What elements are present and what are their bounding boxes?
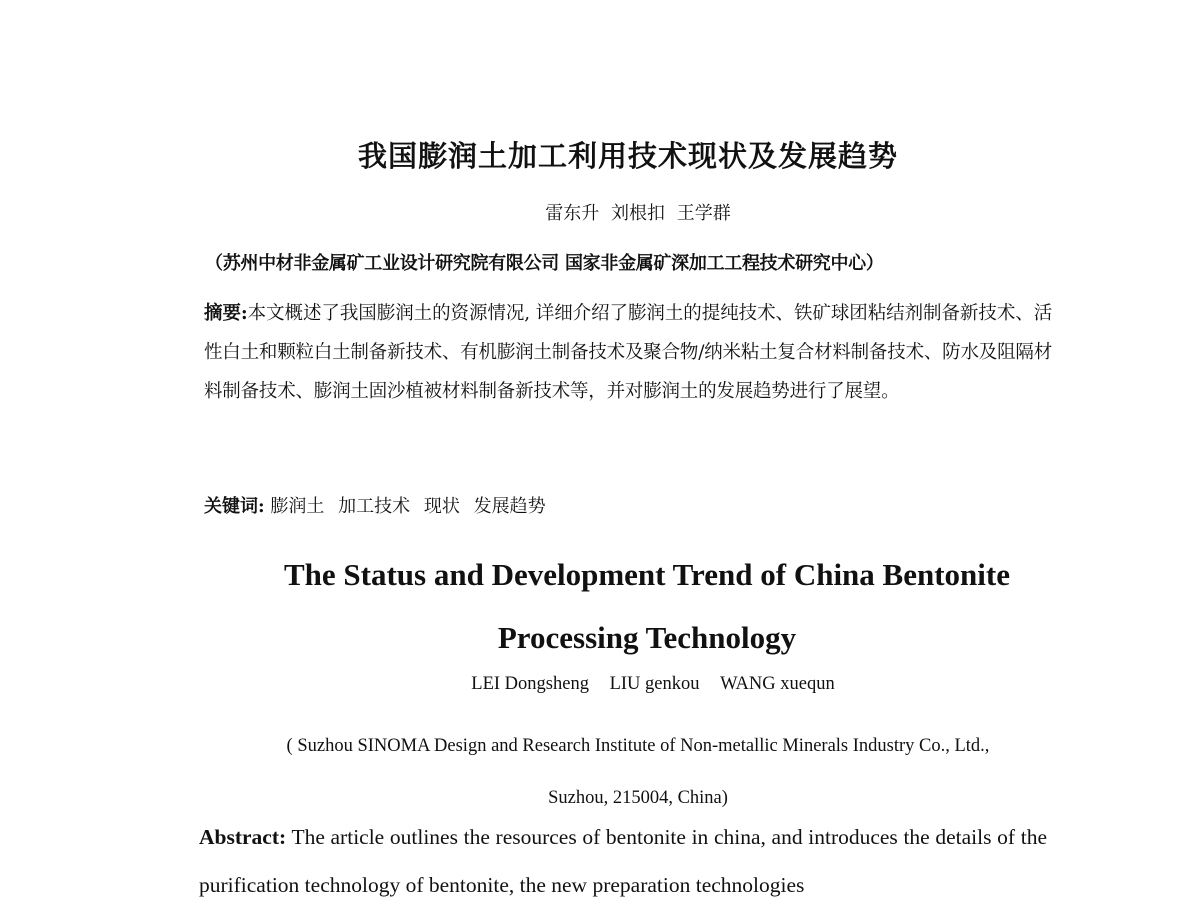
author: WANG xuequn xyxy=(720,674,835,694)
author: LIU genkou xyxy=(609,674,700,694)
chinese-affiliation: （苏州中材非金属矿工业设计研究院有限公司 国家非金属矿深加工工程技术研究中心） xyxy=(205,253,884,274)
chinese-abstract-label: 摘要: xyxy=(204,303,248,324)
english-abstract-label: Abstract: xyxy=(199,825,287,849)
chinese-authors: 雷东升 刘根扣 王学群 xyxy=(545,203,731,224)
keyword: 现状 xyxy=(423,496,460,517)
chinese-abstract xyxy=(204,294,1052,411)
keyword: 膨润土 xyxy=(270,496,325,517)
english-affiliation-line-2: Suzhou, 215004, China) xyxy=(548,788,728,808)
english-abstract xyxy=(199,813,1047,909)
chinese-keywords xyxy=(204,492,554,518)
keyword: 加工技术 xyxy=(338,496,411,517)
english-title xyxy=(0,543,1200,669)
keyword: 发展趋势 xyxy=(473,496,546,517)
chinese-keywords-label: 关键词: xyxy=(204,496,265,517)
chinese-title: 我国膨润土加工利用技术现状及发展趋势 xyxy=(357,139,898,173)
english-affiliation xyxy=(0,720,1200,824)
english-title-line-2: Processing Technology xyxy=(497,620,797,655)
english-affiliation-line-1: ( Suzhou SINOMA Design and Research Institute of Non-metallic Minerals Industry Co., Ltd., xyxy=(286,736,990,756)
english-abstract-text: The article outlines the resources of bentonite in china, and introduces the details of the purification technology of bentonite, the new preparation technologies xyxy=(199,825,1047,897)
chinese-abstract-text: 本文概述了我国膨润土的资源情况, 详细介绍了膨润土的提纯技术、铁矿球团粘结剂制备新技术、活性白土和颗粒白土制备新技术、有机膨润土制备技术及聚合物/纳米粘土复合材料制备技术、防水及阻隔材料制备技术、膨润土固沙植被材料制备新技术等，并对膨润土的发展趋势进行了展望。 xyxy=(204,303,1052,402)
author: LEI Dongsheng xyxy=(471,674,589,694)
english-title-line-1: The Status and Development Trend of China Bentonite xyxy=(283,557,1010,592)
english-authors xyxy=(0,674,1200,695)
